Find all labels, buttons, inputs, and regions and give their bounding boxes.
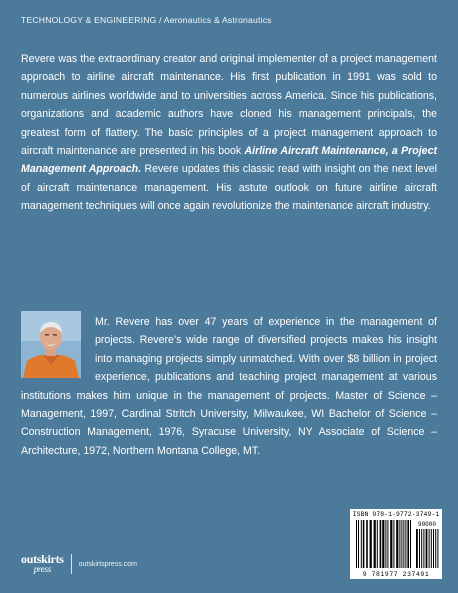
barcode-bar <box>407 520 409 568</box>
barcode-addon-bar <box>433 529 434 568</box>
category-line <box>21 15 272 25</box>
barcode-bars <box>350 509 442 579</box>
author-bio <box>21 313 437 460</box>
category-separator: / <box>156 15 164 25</box>
barcode-price-code: 90000 <box>417 521 437 528</box>
barcode-bar <box>374 520 376 568</box>
barcode-addon-bar <box>437 529 438 568</box>
barcode-bar <box>363 520 365 568</box>
barcode-bar <box>380 520 382 568</box>
barcode-bar <box>393 520 394 568</box>
barcode-bar <box>396 520 398 568</box>
publisher-wordmark-line1: outskirts <box>21 552 64 566</box>
logo-divider <box>71 554 72 574</box>
bio-text: Mr. Revere has over 47 years of experience in the management of projects. Revere’s wide range of diversified projects makes his insight into managing projects simply unmatched. With over $8 billion in project experience, publications and teaching project management at various institutions makes him unique in the management of projects. Master of Science – Management, 1997, Cardinal Stritch University, Milwaukee, WI Bachelor of Science – Construction Management, 1976, Syracuse University, NY Associate of Science – Architecture, 1972, Northern Montana College, MT. <box>21 316 437 457</box>
barcode-bar <box>370 520 372 568</box>
barcode-addon-bar <box>429 529 430 568</box>
barcode-addon-bar <box>419 529 420 568</box>
description-text-1: Revere was the extraordinary creator and original implementer of a project management approach to airline aircraft maintenance. His first publication in 1991 was sold to numerous airlines worldwide and to universities across America. Since his publications, organizations and academic authors have cloned his management principals, the greatest form of flattery. The basic principles of a project management approach to aircraft maintenance are presented in his book <box>21 53 437 158</box>
barcode-bar <box>401 520 402 568</box>
barcode-bar <box>358 520 359 568</box>
barcode-bar <box>390 520 392 568</box>
barcode-bar <box>387 520 388 568</box>
barcode-bar <box>399 520 400 568</box>
book-description <box>21 50 437 216</box>
description-text-2: Revere updates this classic read with insight on the next level of aircraft maintenance management. His astute outlook on future airline aircraft management techniques will once again revolutionize the maintenance aircraft industry. <box>21 163 438 213</box>
barcode-bar <box>356 520 357 568</box>
barcode-bar <box>366 520 368 568</box>
isbn-label: ISBN 978-1-9772-3749-1 <box>352 511 440 518</box>
publisher-url: outskirtspress.com <box>78 560 137 568</box>
publisher-wordmark-line2: press <box>33 564 51 574</box>
isbn-digits: 9 781977 237491 <box>362 571 430 578</box>
barcode-addon-bar <box>416 529 418 568</box>
barcode-bar <box>382 520 384 568</box>
barcode-bar <box>361 520 362 568</box>
barcode-addon-bar <box>421 529 422 568</box>
barcode-addon-bar <box>435 529 436 568</box>
barcode-bar <box>385 520 386 568</box>
book-title: Airline Aircraft Maintenance, a Project Management Approach. <box>21 145 437 176</box>
barcode-addon-bar <box>431 529 432 568</box>
barcode-bar <box>410 520 411 568</box>
isbn-barcode <box>350 509 442 579</box>
publisher-logo <box>21 553 137 575</box>
category-main: TECHNOLOGY & ENGINEERING <box>21 15 157 25</box>
barcode-addon-bar <box>423 529 424 568</box>
category-subject: Aeronautics & Astronautics <box>163 15 272 25</box>
barcode-bar <box>403 520 404 568</box>
barcode-bar <box>405 520 406 568</box>
barcode-addon-bar <box>426 529 428 568</box>
barcode-bar <box>377 520 378 568</box>
photo-spacer <box>21 313 81 385</box>
publisher-wordmark <box>21 554 64 574</box>
